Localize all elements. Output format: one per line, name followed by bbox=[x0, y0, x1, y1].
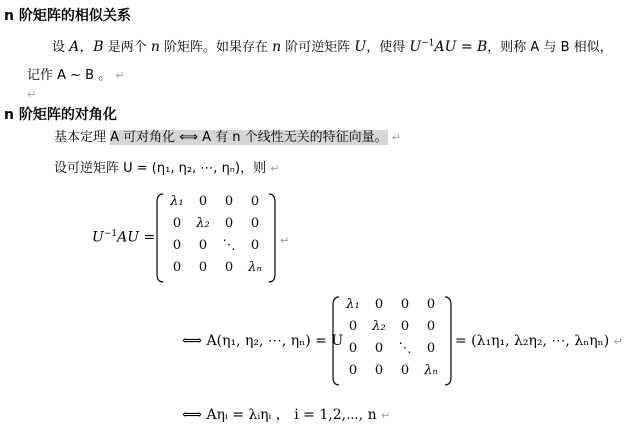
equation-1-rest: AU = bbox=[117, 229, 156, 246]
matrix-cell: 0 bbox=[348, 341, 358, 356]
right-bracket bbox=[445, 297, 451, 385]
text-segment: 是两个 bbox=[103, 40, 151, 55]
matrix-cell: λₙ bbox=[424, 363, 438, 378]
notation-text: 记作 A ~ B 。 bbox=[27, 68, 112, 83]
inverse-exponent: −1 bbox=[103, 229, 118, 239]
var-U: U bbox=[354, 39, 367, 55]
var-A: A bbox=[69, 39, 80, 55]
matrix-cell: λ₂ bbox=[372, 319, 386, 334]
paragraph-mark-icon: ↵ bbox=[381, 409, 391, 422]
set-line-text: 设可逆矩阵 U = (η₁, η₂, ⋯, ηₙ)，则 bbox=[54, 161, 267, 176]
matrix-cell: 0 bbox=[250, 238, 260, 253]
matrix-cell: 0 bbox=[426, 319, 436, 334]
matrix-cell: λ₂ bbox=[196, 216, 210, 231]
text-segment: ，使得 bbox=[366, 40, 410, 55]
matrix-cell: 0 bbox=[172, 216, 182, 231]
matrix-cell: 0 bbox=[250, 194, 260, 209]
equation-3 bbox=[182, 404, 390, 424]
matrix-cell: 0 bbox=[400, 297, 410, 312]
heading-similarity bbox=[4, 5, 131, 25]
text-segment: 阶矩阵。如果存在 bbox=[159, 40, 273, 55]
set-invertible-matrix bbox=[54, 157, 279, 176]
diagonal-matrix-1 bbox=[155, 192, 277, 284]
u-letter: U bbox=[92, 229, 104, 246]
u-inverse: $U^{-1}$ bbox=[409, 38, 435, 55]
equation-1-lhs bbox=[92, 229, 155, 246]
matrix-cell: 0 bbox=[224, 194, 234, 209]
paragraph-mark-icon: ↵ bbox=[115, 69, 125, 82]
matrix-cell: 0 bbox=[250, 216, 260, 231]
matrix-cell: 0 bbox=[348, 363, 358, 378]
paragraph-mark-icon: ↵ bbox=[27, 88, 37, 101]
similarity-equation: AU = B bbox=[434, 39, 488, 55]
left-bracket bbox=[157, 194, 163, 282]
theorem-label: 基本定理 bbox=[54, 130, 107, 145]
matrix-cell: 0 bbox=[400, 363, 410, 378]
basic-theorem bbox=[54, 126, 401, 145]
right-bracket bbox=[269, 194, 275, 282]
equation-3-text: ⟺ Aηᵢ = λᵢηᵢ ， i = 1,2,⋯, n bbox=[182, 407, 377, 423]
var-B: ，B bbox=[79, 39, 104, 55]
matrix-cell: 0 bbox=[374, 297, 384, 312]
matrix-cell: λₙ bbox=[248, 260, 262, 275]
matrix-cell: 0 bbox=[172, 260, 182, 275]
text-segment: 阶可逆矩阵 bbox=[281, 40, 355, 55]
matrix-cell: 0 bbox=[198, 260, 208, 275]
matrix-cell: λ₁ bbox=[346, 297, 360, 312]
paragraph-mark-icon: ↵ bbox=[613, 335, 623, 348]
matrix-cell: 0 bbox=[224, 216, 234, 231]
similarity-definition-line-2 bbox=[27, 64, 125, 83]
paragraph-mark-icon: ↵ bbox=[270, 162, 280, 175]
matrix-cell: 0 bbox=[224, 260, 234, 275]
diagonal-matrix-2 bbox=[331, 295, 453, 387]
matrix-cell: 0 bbox=[198, 238, 208, 253]
matrix-cell: 0 bbox=[172, 238, 182, 253]
heading-similarity-text: n 阶矩阵的相似关系 bbox=[4, 8, 131, 24]
var-n: n bbox=[150, 39, 160, 55]
var-n: n bbox=[272, 39, 282, 55]
matrix-cell: 0 bbox=[374, 363, 384, 378]
matrix-cell: 0 bbox=[400, 319, 410, 334]
matrix-cell: 0 bbox=[348, 319, 358, 334]
left-bracket bbox=[333, 297, 339, 385]
similarity-definition-line-1 bbox=[52, 36, 613, 56]
matrix-cell: ⋱ bbox=[398, 341, 412, 356]
matrix-cell: 0 bbox=[426, 297, 436, 312]
matrix-cell: 0 bbox=[198, 194, 208, 209]
matrix-cell: λ₁ bbox=[170, 194, 184, 209]
matrix-cell: ⋱ bbox=[222, 238, 236, 253]
paragraph-mark-icon: ↵ bbox=[391, 131, 401, 144]
theorem-statement: A 可对角化 ⟺ A 有 n 个线性无关的特征向量。 bbox=[110, 130, 388, 145]
u-letter: U bbox=[409, 39, 422, 55]
heading-diagonalization bbox=[4, 104, 117, 124]
equation-2-rhs-text: = (λ₁η₁, λ₂η₂, ⋯, λₙηₙ) bbox=[455, 333, 610, 349]
equation-2-lhs bbox=[182, 333, 343, 349]
text-segment: 设 bbox=[52, 40, 70, 55]
matrix-cell: 0 bbox=[374, 341, 384, 356]
heading-diagonalization-text: n 阶矩阵的对角化 bbox=[4, 107, 117, 123]
text-segment: ，则称 A 与 B 相似， bbox=[487, 40, 613, 55]
paragraph-mark-icon: ↵ bbox=[280, 234, 290, 247]
equation-2-rhs bbox=[455, 333, 623, 349]
matrix-cell: 0 bbox=[426, 341, 436, 356]
equation-2-lhs-text: ⟺ A(η₁, η₂, ⋯, ηₙ) = U bbox=[182, 333, 344, 349]
